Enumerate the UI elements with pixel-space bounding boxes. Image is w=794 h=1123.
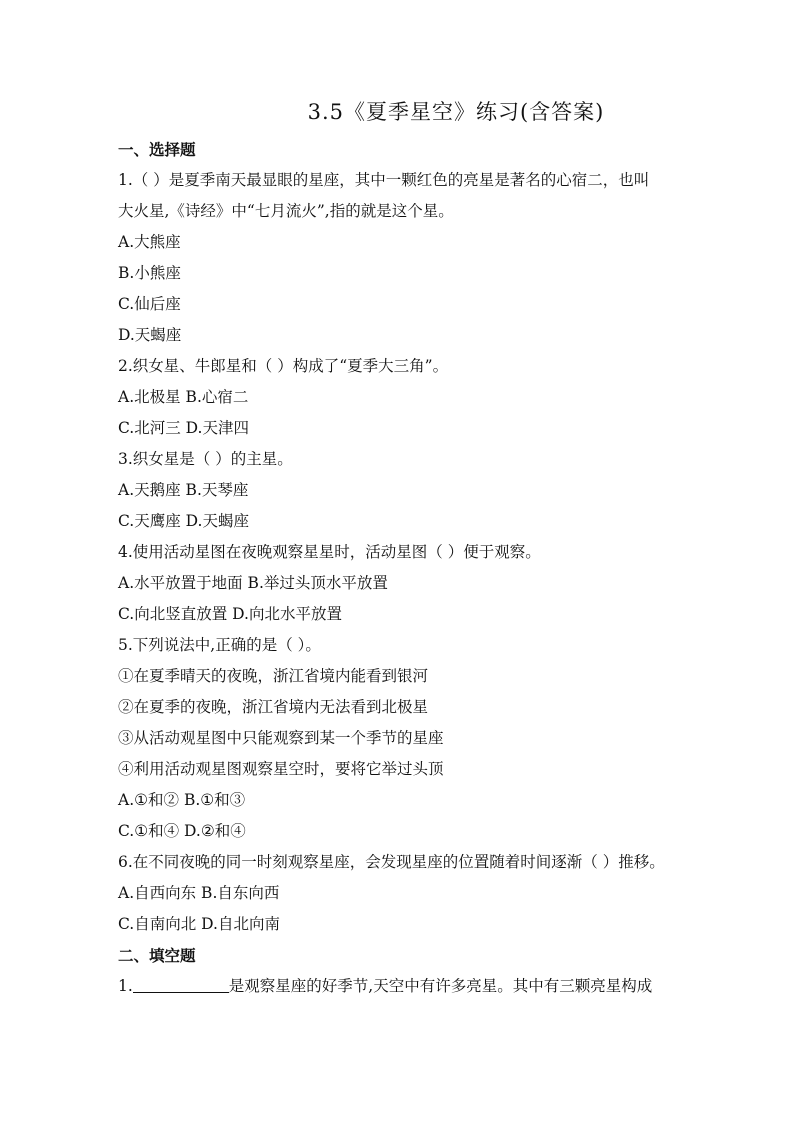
question-6-options-cd: C.自南向北 D.自北向南	[118, 915, 280, 933]
question-1-option-d: D.天蝎座	[118, 326, 182, 344]
question-5-statement-4: ④利用活动观星图观察星空时，要将它举过头顶	[118, 760, 444, 778]
page-title: 3.5《夏季星空》练习(含答案)	[307, 100, 605, 124]
question-5-statement-3: ③从活动观星图中只能观察到某一个季节的星座	[118, 729, 444, 747]
question-1-option-a: A.大熊座	[118, 233, 181, 251]
question-5-options-cd: C.①和④ D.②和④	[118, 822, 246, 840]
question-6: 6.在不同夜晚的同一时刻观察星座，会发现星座的位置随着时间逐渐（ ）推移。	[118, 853, 665, 871]
question-1-line-1: 1.（ ）是夏季南天最显眼的星座，其中一颗红色的亮星是著名的心宿二，也叫	[118, 171, 650, 189]
question-6-options-ab: A.自西向东 B.自东向西	[118, 884, 280, 902]
question-5-statement-2: ②在夏季的夜晚，浙江省境内无法看到北极星	[118, 698, 429, 716]
question-5-statement-1: ①在夏季晴天的夜晚，浙江省境内能看到银河	[118, 667, 429, 685]
question-2-options-ab: A.北极星 B.心宿二	[118, 388, 249, 406]
question-3-options-ab: A.天鹅座 B.天琴座	[118, 481, 249, 499]
section-header-fill: 二、填空题	[118, 946, 196, 965]
question-4: 4.使用活动星图在夜晚观察星星时，活动星图（ ）便于观察。	[118, 543, 541, 561]
fill-question-1	[118, 971, 698, 1002]
question-4-options-cd: C.向北竖直放置 D.向北水平放置	[118, 605, 342, 623]
document-body	[118, 134, 698, 1002]
question-5-options-ab: A.①和② B.①和③	[118, 791, 246, 809]
section-header-choice: 一、选择题	[118, 140, 196, 159]
question-1-line-2: 大火星,《诗经》中“七月流火”,指的就是这个星。	[118, 202, 454, 220]
question-2-options-cd: C.北河三 D.天津四	[118, 419, 249, 437]
question-1-option-c: C.仙后座	[118, 295, 181, 313]
question-3: 3.织女星是（ ）的主星。	[118, 450, 293, 468]
question-1-option-b: B.小熊座	[118, 264, 181, 282]
question-2: 2.织女星、牛郎星和（ ）构成了“夏季大三角”。	[118, 357, 449, 375]
fill-question-1-number: 1.	[118, 977, 133, 995]
fill-blank[interactable]	[133, 976, 229, 993]
fill-question-1-text: 是观察星座的好季节,天空中有许多亮星。其中有三颗亮星构成	[228, 977, 653, 995]
question-3-options-cd: C.天鹰座 D.天蝎座	[118, 512, 249, 530]
question-4-options-ab: A.水平放置于地面 B.举过头顶水平放置	[118, 574, 388, 592]
question-5: 5.下列说法中,正确的是（ ）。	[118, 636, 321, 654]
